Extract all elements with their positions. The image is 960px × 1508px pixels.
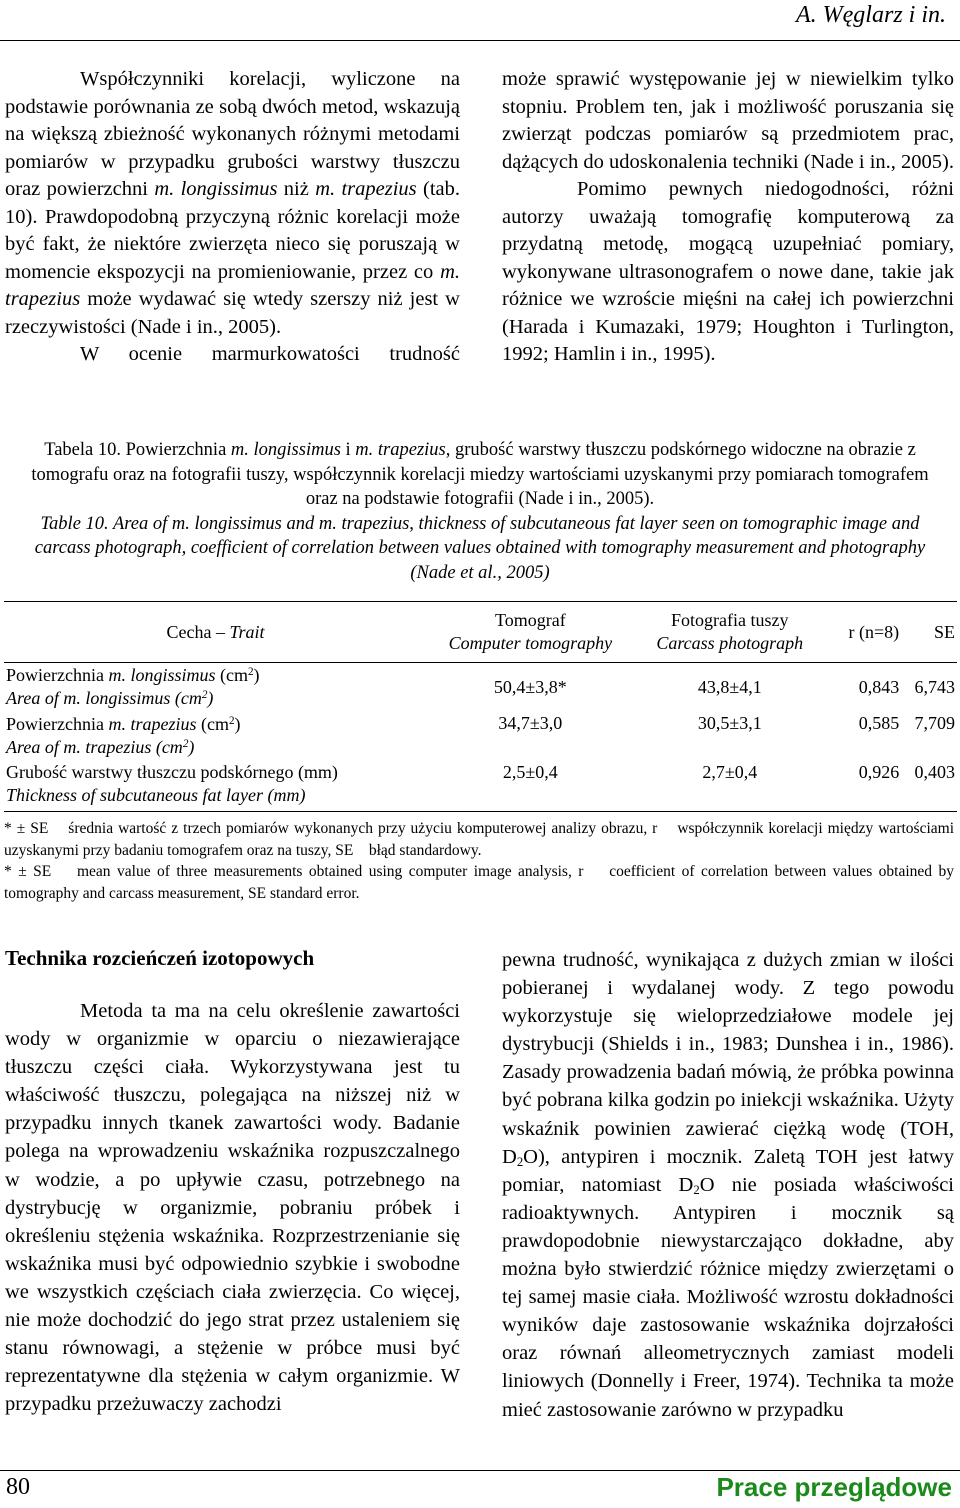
paragraph: Pomimo pewnych niedogodności, różni autorzy uważają tomografię komputerową za przydatną metodę, mogącą uzupełniać pomiary, wykonywane ultrasonografem o nowe dane, takie jak różnice we wzroście mięśni na całej ich powierzchni (Harada i Kumazaki, 1979; Houghton i Turlington, 1992; Hamlin i in., 1995).: [502, 178, 954, 365]
header-r: r (n=8): [826, 602, 901, 663]
header-trait: Cecha – Trait: [4, 602, 427, 663]
header-photograph: Fotografia tuszy Carcass photograph: [634, 602, 826, 663]
lower-left-column: [5, 997, 460, 1418]
cell-photograph: 43,8±4,1: [697, 676, 762, 697]
cell-se: 0,403: [901, 761, 957, 812]
journal-section-title: Prace przeglądowe: [716, 1472, 952, 1502]
table-caption: [20, 438, 940, 585]
cell-photograph: 30,5±3,1: [697, 712, 762, 733]
paragraph: może sprawić występowanie jej w niewielkim tylko stopniu. Problem ten, jak i możliwość poruszania się zwierząt podczas pomiarów są przedmiotem prac, dążących do udoskonalenia techniki (Nade i in., 2005).: [502, 68, 954, 173]
upper-left-column: [5, 66, 460, 369]
header-se: SE: [901, 602, 957, 663]
header-tomograph: Tomograf Computer tomography: [427, 602, 634, 663]
cell-photograph: 2,7±0,4: [634, 761, 826, 812]
cell-se: 6,743: [914, 676, 955, 697]
cell-tomograph: 34,7±3,0: [498, 712, 563, 733]
row-label: Powierzchnia m. longissimus $(cm^2)$ Area of m. longissimus $(cm^2)$: [6, 665, 260, 709]
lower-right-column: [502, 946, 954, 1424]
caption-en: Table 10. Area of m. longissimus and m. trapezius, thickness of subcutaneous fat layer seen on tomographic image and carcass photograph, coefficient of correlation between values obtained with tomography measurement and photography (Nade et al., 2005): [34, 513, 926, 583]
cell-se: 7,709: [914, 712, 955, 733]
data-table: [4, 601, 957, 812]
cell-r: 0,926: [826, 761, 901, 812]
row-label: Grubość warstwy tłuszczu podskórnego (mm) Thickness of subcutaneous fat layer (mm): [4, 761, 427, 812]
section-title: Technika rozcieńczeń izotopowych: [5, 946, 315, 970]
table-header-row: [4, 602, 957, 663]
running-head: A. Węglarz i in.: [796, 2, 946, 28]
table-row: [4, 761, 957, 812]
upper-right-column: [502, 66, 954, 369]
row-label: Powierzchnia m. trapezius $(cm^2)$ Area of m. trapezius $(cm^2)$: [6, 714, 241, 757]
cell-tomograph: 2,5±0,4: [427, 761, 634, 812]
caption-pl: Tabela 10. Powierzchnia m. longissimus i m. trapezius, grubość warstwy tłuszczu podskórnego widoczne na obrazie z tomografu oraz na fotografii tuszy, współczynnik korelacji miedzy wartościami uzyskanymi przy pomiarach tomografem oraz na podstawie fotografii (Nade i in., 2005).: [31, 440, 929, 509]
table-notes: [4, 818, 958, 904]
page-number: 80: [6, 1474, 30, 1500]
cell-r: 0,585: [858, 712, 900, 733]
cell-tomograph: 50,4±3,8*: [493, 676, 567, 697]
note-en: * ± SE mean value of three measurements obtained using computer image analysis, r coefficient of correlation between values obtained by tomography and carcass measurement, SE standard error.: [4, 863, 958, 902]
note-pl: * ± SE średnia wartość z trzech pomiarów wykonanych przy użyciu komputerowej analizy obrazu, r współczynnik korelacji między wartościami uzyskanymi przy badaniu tomografem oraz na tuszy, SE błąd standardowy.: [4, 820, 958, 859]
paragraph: pewna trudność, wynikająca z dużych zmian w ilości pobieranej i wydalanej wody. Z tego powodu wykorzystuje się wieloprzedziałowe modele jej dystrybucji (Shields i in., 1983; Dunshea i in., 1986). Zasady prowadzenia badań mówią, że próbka powinna być pobrana kilka godzin po iniekcji wskaźnika. Użyty wskaźnik powinien zawierać ciężką wodę (TOH, $D_2O$), antypiren i mocznik. Zaletą TOH jest łatwy pomiar, natomiast $D_2O$ nie posiada właściwości radioaktywnych. Antypiren i mocznik są prawdopodobnie niewystarczająco dokładne, aby można było stwierdzić różnice między zwierzętami o tej samej masie ciała. Możliwość wzrostu dokładności wyników daje zastosowanie wskaźnika dojrzałości oraz równań alleometrycznych zamiast modeli liniowych (Donnelly i Freer, 1974). Technika ta może mieć zastosowanie zarówno w przypadku: [502, 949, 955, 1421]
paragraph: Współczynniki korelacji, wyliczone na podstawie porównania ze sobą dwóch metod, wskazują na większą zbieżność wykonanych różnymi metodami pomiarów w przypadku grubości warstwy tłuszczu oraz powierzchni m. longissimus niż m. trapezius (tab. 10). Prawdopodobną przyczyną różnic korelacji może być fakt, że niektóre zwierzęta nieco się poruszają w momencie ekspozycji na promieniowanie, przez co m. trapezius może wydawać się wtedy szerszy niż jest w rzeczywistości (Nade i in., 2005).: [5, 68, 461, 338]
header-rule: [0, 40, 960, 41]
paragraph: Metoda ta ma na celu określenie zawartości wody w organizmie w oparciu o niezawierające tłuszczu części ciała. Wykorzystywana jest tu właściwość tłuszczu, polegająca na niższej niż w przypadku innych tkanek zawartości wody. Badanie polega na wprowadzeniu wskaźnika rozpuszczalnego w wodzie, a po upływie czasu, potrzebnego na dystrybucję w organizmie, pobraniu próbek i określeniu stężenia wskaźnika. Rozprzestrzenianie się wskaźnika musi być odpowiednio szybkie i swobodne we wszystkich częściach ciała zwierzęcia. Co więcej, nie może dochodzić do jego strat przez ustaleniem się stanu równowagi, a stężenie w próbce musi być reprezentatywne dla stężenia w całym organizmie. W przypadku przeżuwaczy zachodzi: [5, 1000, 460, 1416]
paragraph: W ocenie marmurkowatości trudność: [80, 343, 460, 365]
footer-rule: [0, 1470, 960, 1471]
table-row: [4, 663, 957, 712]
cell-r: 0,843: [858, 676, 900, 697]
table-row: [4, 712, 957, 761]
